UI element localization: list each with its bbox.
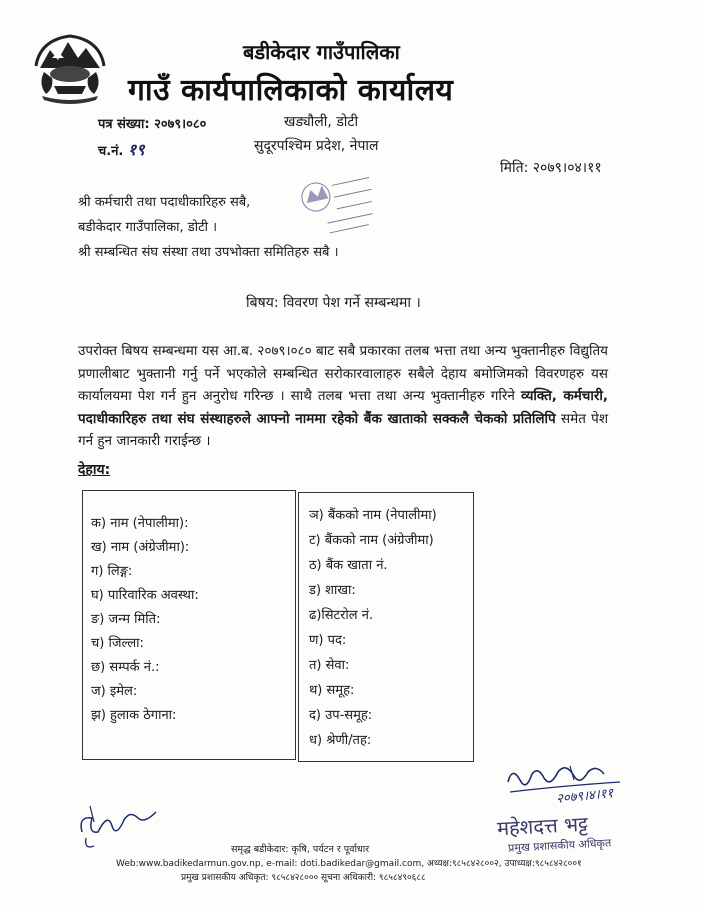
letter-number: [98, 114, 206, 132]
field-bank-account-number: ठ) बैंक खाता नं.: [309, 558, 388, 573]
dispatch-number: [98, 138, 145, 160]
left-signature: [68, 798, 168, 858]
body-part-2: समेत पेश गर्न हुन जानकारी गराईन्छ ।: [78, 410, 609, 449]
letter-date-label: मिति:: [500, 160, 529, 176]
field-name-nepali: क) नाम (नेपालीमा):: [91, 516, 189, 531]
dispatch-number-value: १९: [127, 140, 145, 159]
government-emblem: [30, 28, 110, 104]
field-group: थ) समूह:: [309, 683, 355, 698]
officer-designation: प्रमुख प्रशासकीय अधिकृत: [507, 836, 612, 855]
recipient-line-3: श्री सम्बन्धित संघ संस्था तथा उपभोक्ता समितिहरु सबै ।: [78, 245, 339, 260]
field-district: च) जिल्ला:: [91, 636, 144, 651]
letter-date: [500, 158, 602, 177]
recipient-line-2: बडीकेदार गाउँपालिका, डोटी ।: [78, 220, 218, 235]
field-post: ण) पद:: [309, 633, 347, 648]
field-gender: ग) लिङ्ग:: [91, 564, 133, 579]
field-bank-name-english: ट) बैंकको नाम (अंग्रेजीमा): [309, 533, 434, 548]
address-line-2: सुदूरपश्चिम प्रदेश, नेपाल: [254, 138, 379, 154]
office-title: गाउँ कार्यपालिकाको कार्यालय: [128, 73, 454, 108]
field-service: त) सेवा:: [309, 658, 350, 673]
letter-number-label: पत्र संख्या:: [98, 117, 150, 132]
field-sitrol-number: ढ)सिटरोल नं.: [309, 608, 374, 623]
footer-officers: प्रमुख प्रशासकीय अधिकृत: ९८५८४२८००० सूचना अधिकारी: ९८५८४९०६८८: [181, 873, 426, 883]
letter-number-value: २०७९।०८०: [154, 117, 207, 132]
body-bold-text: व्यक्ति, कर्मचारी, पदाधीकारिहरु तथा संघ संस्थाहरुले आफ्नो नाममा रहेको बैंक खाताको सक्कलै चेकको प्रतिलिपि: [78, 388, 609, 427]
field-bank-name-nepali: ञ) बैंकको नाम (नेपालीमा): [309, 508, 437, 523]
officer-name: महेशदत्त भट्ट: [496, 811, 589, 841]
field-level: ध) श्रेणी/तह:: [309, 733, 372, 748]
field-contact-number: छ) सम्पर्क नं.:: [91, 660, 160, 675]
signature-date: २०७९।४।११: [555, 786, 614, 807]
field-postal-address: झ) हुलाक ठेगाना:: [91, 708, 177, 723]
bank-details-box: [298, 492, 474, 762]
letter-subject: बिषय: विवरण पेश गर्ने सम्बन्धमा ।: [246, 295, 421, 311]
footer-slogan: समृद्ध बडीकेदार: कृषि, पर्यटन र पूर्वाधार: [231, 844, 370, 855]
personal-details-box: [82, 490, 296, 760]
recipient-line-1: श्री कर्मचारी तथा पदाधीकारिहरु सबै,: [78, 195, 251, 210]
details-heading: देहाय:: [78, 462, 111, 478]
field-email: ज) इमेल:: [91, 684, 138, 699]
office-stamp: [294, 163, 378, 247]
dispatch-number-label: च.नं.: [98, 144, 124, 159]
field-sub-group: द) उप-समूह:: [309, 708, 373, 723]
field-name-english: ख) नाम (अंग्रेजीमा):: [91, 540, 190, 555]
field-branch: ड) शाखा:: [309, 583, 356, 598]
field-birth-date: ङ) जन्म मिति:: [91, 612, 161, 627]
address-line-1: खड्यौली, डोटी: [284, 114, 359, 130]
letter-body: [78, 340, 608, 453]
footer-contact: Web:www.badikedarmun.gov.np, e-mail: doti.badikedar@gmail.com, अध्यक्ष:९८५८४२८००२, उपाध्यक्ष:९८५८४२८००१: [116, 859, 582, 869]
letter-date-value: २०७९।०४।११: [532, 160, 602, 176]
body-part-1: उपरोक्त बिषय सम्बन्धमा यस आ.ब. २०७९।०८० बाट सबै प्रकारका तलब भत्ता तथा अन्य भुक्तानीहरु विद्युतिय प्रणालीबाट भुक्तानी गर्नु पर्ने भएकोले सम्बन्धित सरोकारवालाहरु सबैले देहाय बमोजिमको विवरणहरु यस कार्यालयमा पेश गर्न हुन अनुरोध गरिन्छ । साथै तलब भत्ता तथा अन्य भुक्तानीहरु गरिने: [78, 343, 608, 404]
office-name: बडीकेदार गाउँपालिका: [243, 40, 400, 64]
field-marital-status: घ) पारिवारिक अवस्था:: [91, 588, 199, 603]
